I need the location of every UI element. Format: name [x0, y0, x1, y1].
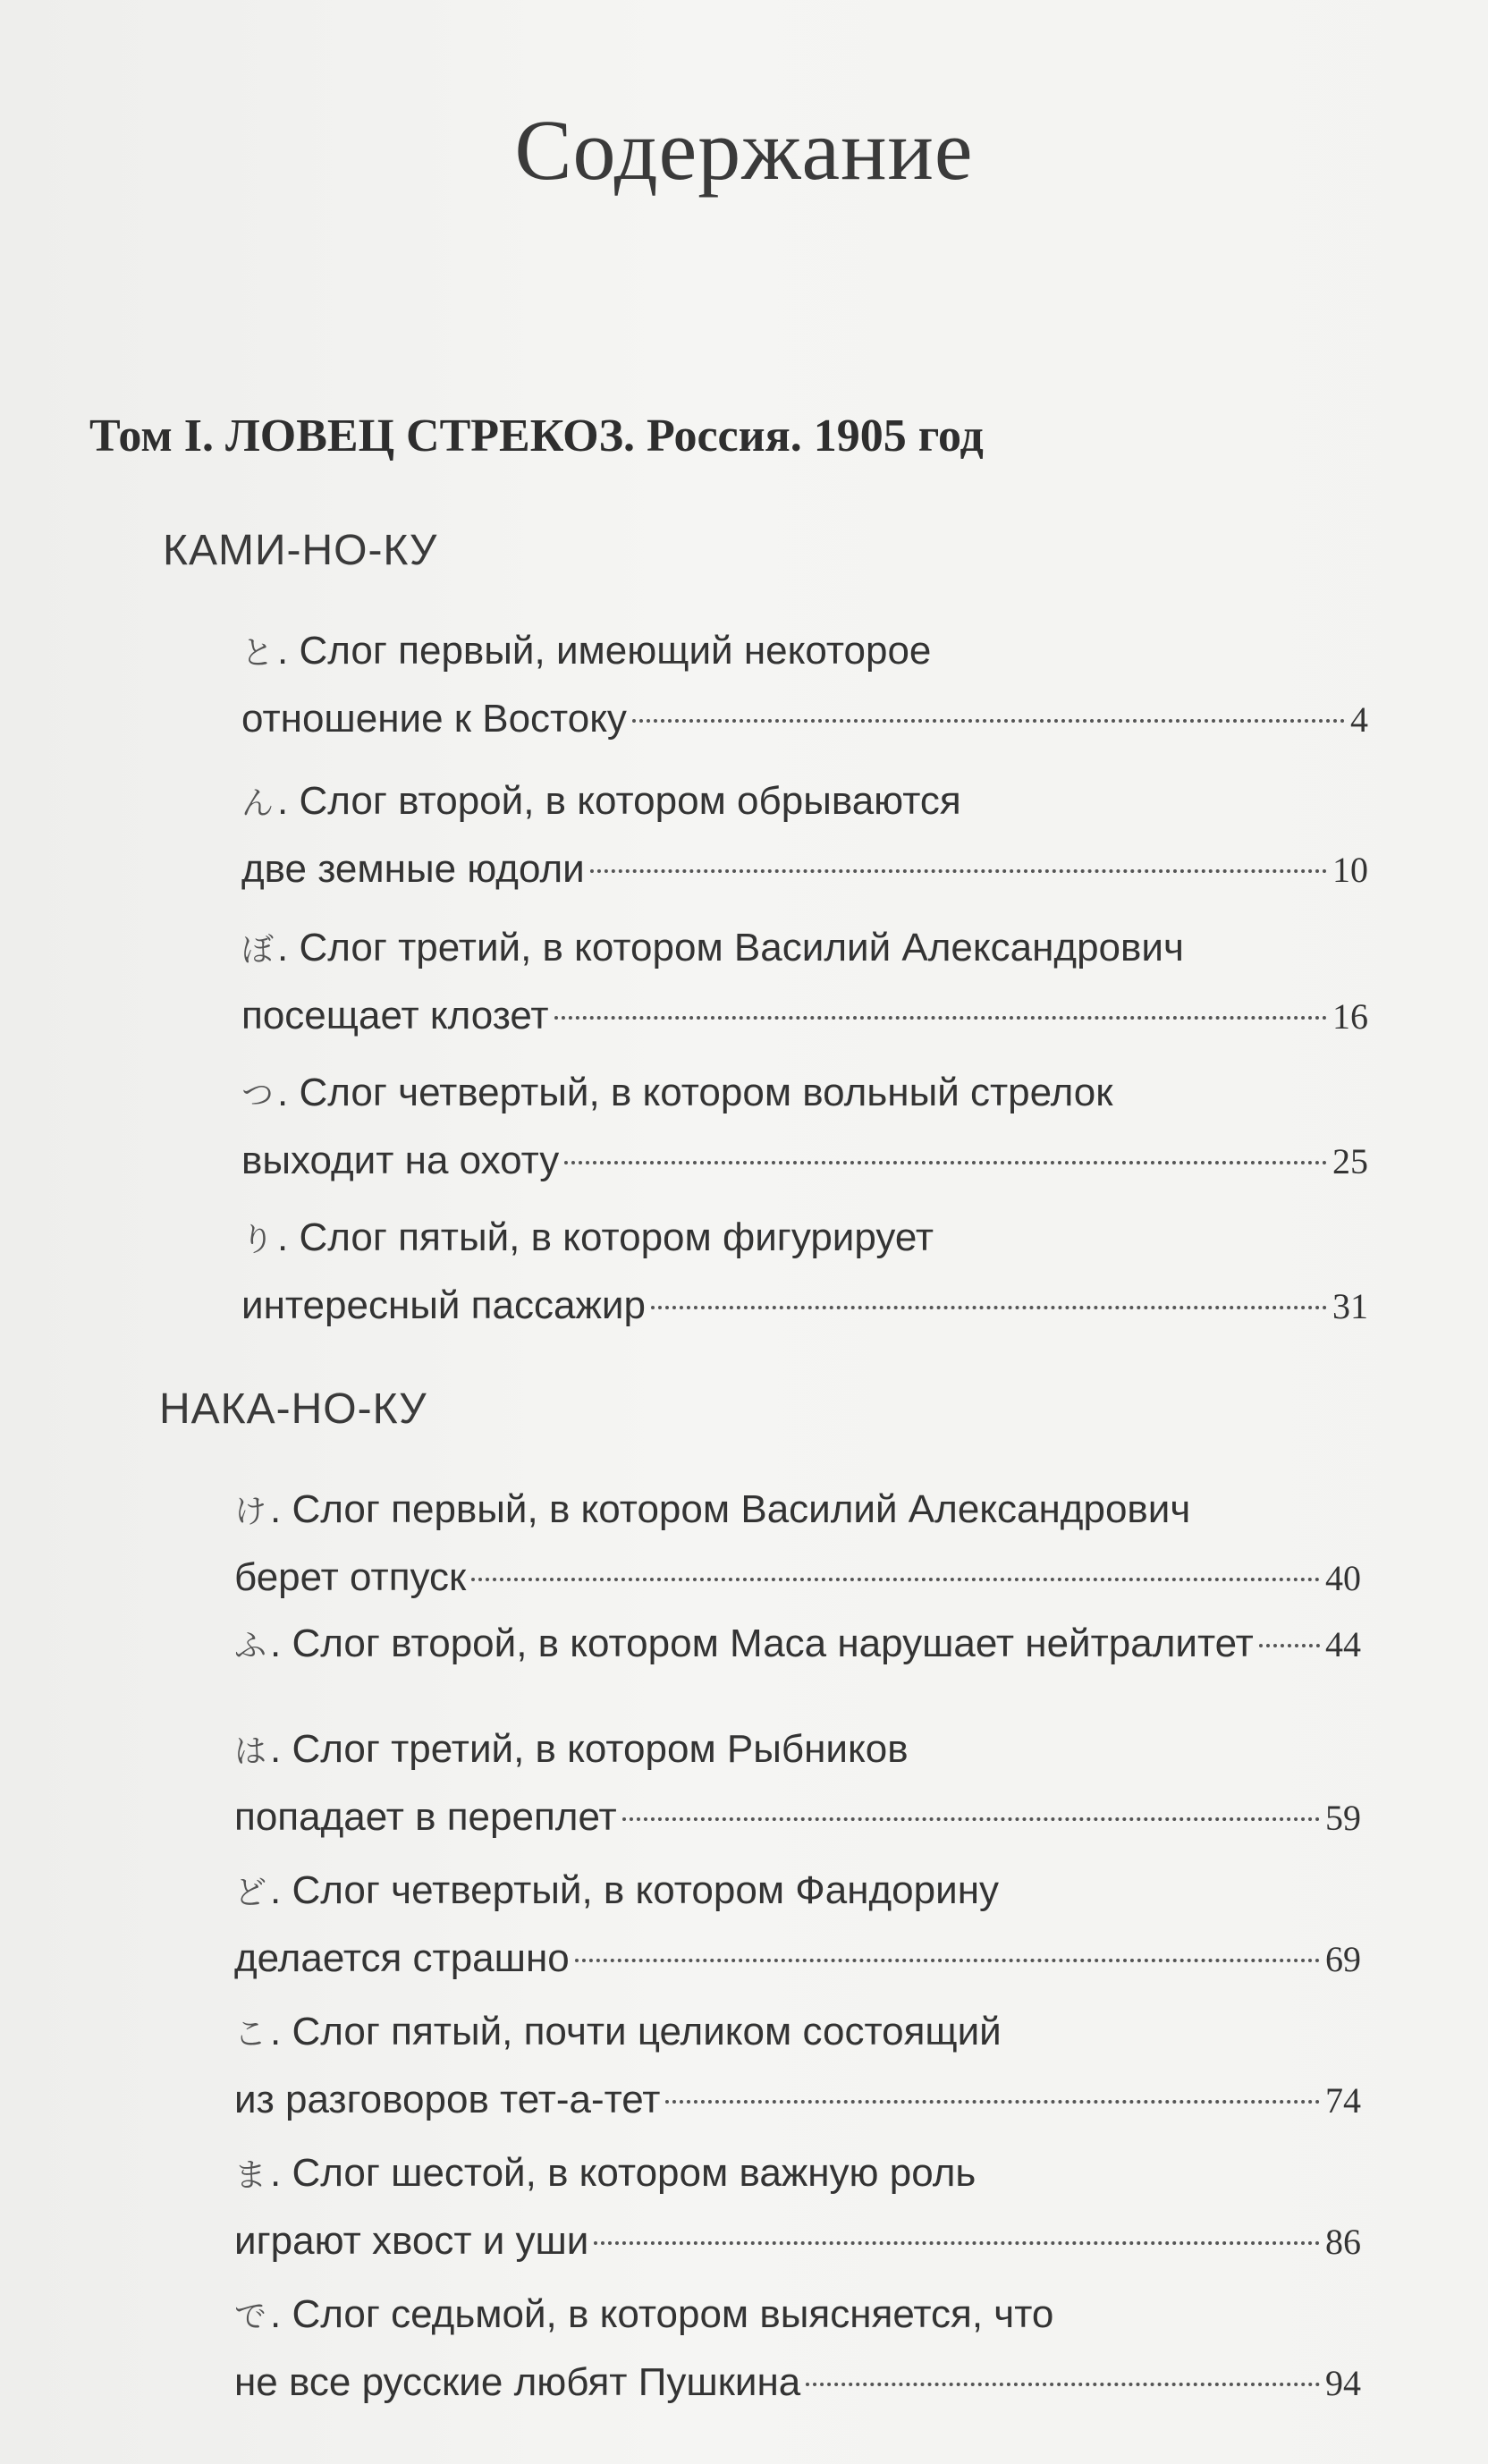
part-heading-naka-no-ku: НАКА-НО-КУ — [159, 1385, 427, 1433]
page-number: 16 — [1332, 996, 1368, 1037]
kana-glyph: で — [234, 2299, 267, 2335]
kana-glyph: ぼ — [241, 932, 275, 969]
dot-leader — [632, 719, 1345, 723]
page-number: 74 — [1325, 2080, 1361, 2121]
toc-entry[interactable] — [234, 1476, 1361, 1612]
entry-title-line1: . Слог второй, в котором обрываются — [277, 779, 961, 823]
dot-leader — [1259, 1644, 1320, 1647]
entry-title-line1: . Слог третий, в котором Рыбников — [270, 1727, 909, 1771]
toc-entry[interactable] — [234, 1715, 1361, 1851]
entry-title-line1: . Слог седьмой, в котором выясняется, что — [270, 2292, 1054, 2336]
entry-title-line1: . Слог второй, в котором Маса нарушает нейтралитет — [270, 1621, 1254, 1665]
page-number: 31 — [1332, 1286, 1368, 1326]
dot-leader — [806, 2383, 1320, 2386]
kana-glyph: つ — [241, 1077, 275, 1113]
dot-leader — [564, 1161, 1327, 1164]
dot-leader — [575, 1959, 1320, 1962]
page-number: 59 — [1325, 1798, 1361, 1838]
entry-title-line2: играют хвост и уши — [234, 2219, 589, 2263]
toc-entry[interactable] — [234, 1998, 1361, 2134]
page-number: 94 — [1325, 2363, 1361, 2403]
entry-title-line2: попадает в переплет — [234, 1795, 617, 1839]
entry-title-line2: отношение к Востоку — [241, 697, 627, 741]
entry-title-line2: не все русские любят Пушкина — [234, 2360, 801, 2404]
dot-leader — [590, 869, 1327, 873]
entry-title-line2: две земные юдоли — [241, 847, 585, 891]
entry-title-line2: посещает клозет — [241, 994, 549, 1037]
kana-glyph: り — [241, 1222, 275, 1258]
entry-title-line1: . Слог первый, имеющий некоторое — [277, 629, 932, 673]
kana-glyph: こ — [234, 2016, 267, 2053]
toc-entry[interactable] — [234, 2281, 1361, 2417]
entry-title-line2: интересный пассажир — [241, 1283, 646, 1327]
page-number: 25 — [1332, 1141, 1368, 1181]
page-number: 40 — [1325, 1558, 1361, 1598]
entry-title-line1: . Слог четвертый, в котором Фандорину — [270, 1868, 1000, 1912]
dot-leader — [594, 2241, 1320, 2245]
toc-entry[interactable] — [234, 1857, 1361, 1993]
page-number: 4 — [1350, 699, 1368, 740]
entry-title-line2: делается страшно — [234, 1936, 570, 1980]
toc-entry[interactable] — [234, 1610, 1361, 1678]
dot-leader — [651, 1306, 1327, 1309]
entry-title-line1: . Слог шестой, в котором важную роль — [270, 2151, 976, 2195]
kana-glyph: ん — [241, 785, 275, 822]
kana-glyph: は — [234, 1733, 267, 1770]
toc-entry[interactable] — [241, 617, 1368, 753]
dot-leader — [622, 1817, 1320, 1821]
dot-leader — [665, 2100, 1320, 2104]
toc-entry[interactable] — [241, 767, 1368, 903]
dot-leader — [554, 1016, 1327, 1020]
entry-title-line2: выходит на охоту — [241, 1139, 560, 1182]
kana-glyph: と — [241, 635, 275, 672]
entry-title-line1: . Слог пятый, в котором фигурирует — [277, 1215, 934, 1259]
volume-heading: Том I. ЛОВЕЦ СТРЕКОЗ. Россия. 1905 год — [89, 411, 984, 461]
entry-title-line1: . Слог первый, в котором Василий Александрович — [270, 1487, 1191, 1531]
kana-glyph: ま — [234, 2157, 267, 2194]
entry-title-line2: берет отпуск — [234, 1555, 467, 1599]
entry-title-line1: . Слог четвертый, в котором вольный стрелок — [277, 1071, 1113, 1114]
page-number: 86 — [1325, 2222, 1361, 2262]
page-number: 10 — [1332, 850, 1368, 890]
kana-glyph: け — [234, 1494, 267, 1530]
toc-entry[interactable] — [234, 2139, 1361, 2275]
page-number: 69 — [1325, 1939, 1361, 1979]
toc-entry[interactable] — [241, 1204, 1368, 1340]
entry-title-line2: из разговоров тет-а-тет — [234, 2078, 661, 2121]
toc-entry[interactable] — [241, 914, 1368, 1050]
toc-entry[interactable] — [241, 1059, 1368, 1195]
kana-glyph: ど — [234, 1875, 267, 1911]
dot-leader — [471, 1578, 1320, 1581]
entry-title-line1: . Слог пятый, почти целиком состоящий — [270, 2010, 1002, 2053]
page-number: 44 — [1325, 1624, 1361, 1664]
kana-glyph: ふ — [234, 1628, 267, 1664]
part-heading-kami-no-ku: КАМИ-НО-КУ — [163, 527, 438, 574]
page-title: Содержание — [514, 102, 974, 198]
entry-title-line1: . Слог третий, в котором Василий Александрович — [277, 926, 1184, 970]
